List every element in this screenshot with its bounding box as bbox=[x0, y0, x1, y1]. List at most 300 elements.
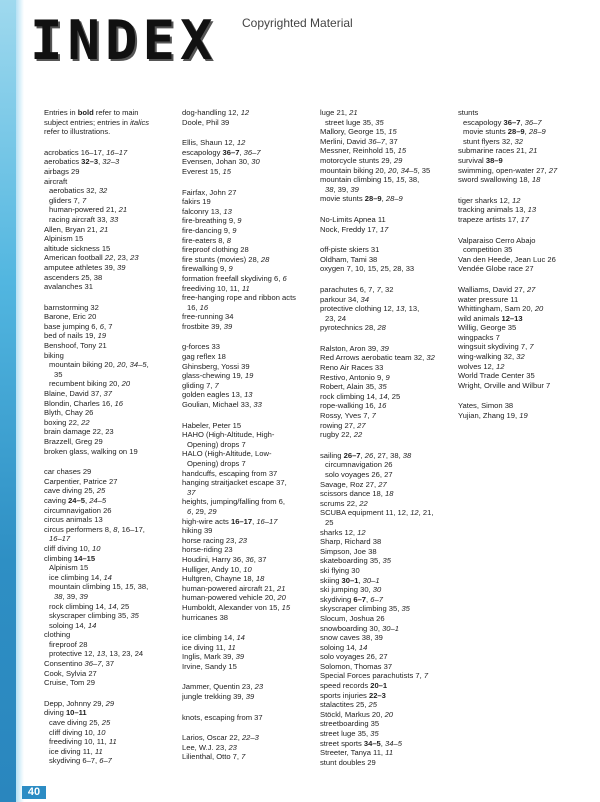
index-entry bbox=[320, 652, 460, 662]
entry-text: Messner, Reinhold 15, bbox=[320, 146, 398, 156]
entry-text: , bbox=[520, 117, 525, 127]
entry-text: , bbox=[381, 194, 386, 204]
entry-text: wingsuit skydiving 7, bbox=[458, 342, 530, 352]
index-entry bbox=[320, 411, 460, 421]
italic-page-ref: 30 bbox=[251, 157, 260, 167]
index-entry bbox=[320, 373, 460, 383]
entry-text: luge 21, bbox=[320, 108, 350, 117]
italic-page-ref: 16–17 bbox=[49, 534, 71, 544]
italic-page-ref: 7 bbox=[371, 411, 376, 421]
italic-page-ref: 9 bbox=[228, 264, 233, 274]
italic-page-ref: 22 bbox=[353, 430, 363, 440]
index-entry bbox=[458, 304, 598, 314]
index-subentry bbox=[44, 215, 184, 225]
entry-text: escapology bbox=[463, 117, 504, 127]
italic-page-ref: 8 bbox=[226, 235, 231, 245]
index-entry bbox=[44, 148, 184, 158]
entry-text: World Trade Center 35 bbox=[458, 371, 535, 381]
italic-page-ref: 20 bbox=[387, 165, 397, 175]
index-entry-continuation bbox=[182, 440, 322, 450]
entry-text: Sharp, Richard 38 bbox=[320, 537, 382, 547]
letter-group-gap bbox=[182, 702, 322, 713]
entry-text: stalactites 25, bbox=[320, 700, 369, 710]
entry-text: knots, escaping from 37 bbox=[182, 712, 263, 722]
entry-text: , bbox=[98, 157, 103, 167]
index-entry bbox=[44, 525, 184, 535]
italic-page-ref: 14 bbox=[87, 620, 97, 630]
index-subentry bbox=[44, 196, 184, 206]
entry-text: freediving 10, 11, bbox=[49, 737, 109, 747]
index-entry bbox=[182, 469, 322, 479]
bold-page-ref: 16–17 bbox=[230, 516, 253, 526]
italic-page-ref: 10 bbox=[91, 543, 101, 553]
italic-page-ref: 7 bbox=[423, 671, 429, 681]
italic-page-ref: 23 bbox=[228, 742, 237, 752]
italic-page-ref: 12 bbox=[512, 195, 521, 205]
entry-text: , 25 bbox=[116, 601, 130, 611]
italic-page-ref: 39 bbox=[380, 343, 389, 353]
entry-text: Van den Heede, Jean Luc 26 bbox=[458, 254, 556, 264]
entry-text: , 29, bbox=[191, 506, 209, 516]
index-entry bbox=[44, 467, 184, 477]
entry-text: amputee athletes 39, bbox=[44, 262, 118, 272]
italic-page-ref: 21 bbox=[349, 108, 358, 117]
index-subentry bbox=[44, 205, 184, 215]
index-entry bbox=[320, 729, 460, 739]
index-entry bbox=[182, 167, 322, 177]
entry-text: competition 35 bbox=[463, 245, 513, 255]
italic-page-ref: 10 bbox=[96, 727, 106, 737]
italic-page-ref: 20 bbox=[384, 709, 394, 719]
letter-group-gap bbox=[182, 177, 322, 188]
italic-page-ref: 35 bbox=[378, 382, 387, 392]
index-subentry bbox=[44, 582, 184, 592]
italic-page-ref: 11 bbox=[241, 283, 250, 293]
index-entry bbox=[44, 273, 184, 283]
entry-text: cliff diving 10, bbox=[49, 727, 97, 737]
entry-text: recumbent biking 20, bbox=[49, 379, 122, 389]
letter-group-gap bbox=[182, 331, 322, 342]
entry-text: wolves 12, bbox=[458, 361, 496, 371]
entry-text: Everest 15, bbox=[182, 166, 223, 176]
index-entry bbox=[458, 362, 598, 372]
index-entry bbox=[44, 427, 184, 437]
index-subentry bbox=[44, 747, 184, 757]
italic-page-ref: 39 bbox=[245, 692, 255, 702]
entry-text: protective clothing 12, bbox=[320, 304, 396, 314]
entry-text: altitude sickness 15 bbox=[44, 243, 111, 253]
index-entry bbox=[44, 331, 184, 341]
index-entry-continuation bbox=[320, 314, 460, 324]
entry-text: formation freefall skydiving 6, bbox=[182, 273, 283, 283]
index-entry bbox=[44, 496, 184, 506]
index-entry bbox=[320, 344, 460, 354]
entry-text: Humboldt, Alexander von 15, bbox=[182, 602, 282, 612]
entry-text: avalanches 31 bbox=[44, 282, 93, 292]
index-entry bbox=[44, 322, 184, 332]
italic-page-ref: 25 bbox=[101, 718, 111, 728]
entry-text: oxygen 7, 10, 15, 25, 28, 33 bbox=[320, 264, 415, 274]
italic-page-ref: 22–3 bbox=[241, 733, 259, 743]
entry-text: hiking 39 bbox=[182, 526, 213, 536]
italic-page-ref: 39 bbox=[235, 652, 245, 662]
entry-text: cave diving 25, bbox=[49, 718, 102, 728]
entry-text: boxing 22, bbox=[44, 417, 82, 427]
index-entry bbox=[44, 544, 184, 554]
entry-text: Yates, Simon 38 bbox=[458, 401, 514, 411]
entry-text: gliders 7, bbox=[49, 195, 82, 205]
index-entry bbox=[182, 613, 322, 623]
index-subentry bbox=[44, 186, 184, 196]
italic-page-ref: 35 bbox=[375, 117, 384, 127]
entry-text: , 39, bbox=[62, 591, 80, 601]
entry-text: parkour 34, bbox=[320, 294, 361, 304]
index-entry bbox=[458, 196, 598, 206]
index-entry bbox=[458, 333, 598, 343]
index-entry bbox=[44, 389, 184, 399]
index-subentry bbox=[44, 649, 184, 659]
index-entry bbox=[320, 175, 460, 185]
entry-text: freediving 10, 11, bbox=[182, 283, 242, 293]
entry-text: circus performers 8, bbox=[44, 524, 114, 534]
italic-page-ref: 25 bbox=[368, 700, 377, 710]
entry-text: Stöckl, Markus 20, bbox=[320, 709, 385, 719]
entry-text: HAHO (High-Altitude, High- bbox=[182, 430, 275, 440]
italic-page-ref: 28 bbox=[260, 254, 270, 264]
entry-text: Evensen, Johan 30, bbox=[182, 157, 252, 167]
index-entry bbox=[182, 264, 322, 274]
italic-page-ref: 9 bbox=[237, 216, 242, 226]
italic-page-ref: 12 bbox=[236, 138, 246, 148]
index-subentry bbox=[320, 470, 460, 480]
entry-text: Brazzell, Greg 29 bbox=[44, 437, 103, 446]
index-entry bbox=[320, 508, 460, 518]
index-entry bbox=[182, 692, 322, 702]
entry-text: glass-chewing 19, bbox=[182, 371, 245, 381]
entry-text: Ellis, Shaun 12, bbox=[182, 138, 237, 148]
entry-text: stunts bbox=[458, 108, 479, 117]
entry-text: circus animals 13 bbox=[44, 515, 103, 525]
index-entry bbox=[44, 253, 184, 263]
bold-page-ref: 20–1 bbox=[370, 681, 388, 691]
index-entry bbox=[320, 146, 460, 156]
italic-page-ref: 39 bbox=[79, 591, 88, 601]
italic-page-ref: 37 bbox=[187, 487, 196, 497]
index-column-3 bbox=[320, 108, 460, 767]
index-entry bbox=[320, 700, 460, 710]
index-entry bbox=[458, 381, 598, 391]
entry-text: human-powered 21, bbox=[49, 205, 119, 215]
entry-text: , 38, bbox=[404, 175, 420, 185]
index-entry bbox=[458, 255, 598, 265]
index-entry bbox=[44, 225, 184, 235]
entry-text: Streeter, Tanya 11, bbox=[320, 748, 386, 758]
index-entry bbox=[320, 643, 460, 653]
entry-text: Whittingham, Sam 20, bbox=[458, 304, 535, 314]
entry-text: rope-walking 16, bbox=[320, 401, 378, 411]
italic-page-ref: 15 bbox=[222, 166, 231, 176]
index-entry bbox=[182, 430, 322, 440]
index-entry bbox=[182, 400, 322, 410]
italic-page-ref: 32 bbox=[98, 186, 108, 196]
index-entry bbox=[182, 371, 322, 381]
italic-page-ref: 32 bbox=[516, 352, 525, 362]
index-entry bbox=[320, 245, 460, 255]
entry-text: survival bbox=[458, 155, 486, 165]
italic-page-ref: 20 bbox=[534, 304, 544, 314]
entry-text: diving bbox=[44, 708, 66, 718]
entry-text: Solomon, Thomas 37 bbox=[320, 661, 393, 671]
index-entry bbox=[182, 207, 322, 217]
italic-page-ref: 26 bbox=[364, 450, 374, 460]
entry-text: Yujian, Zhang 19, bbox=[458, 411, 520, 421]
entry-text: sword swallowing 18, bbox=[458, 175, 532, 185]
entry-text: movie stunts bbox=[463, 127, 508, 137]
italic-page-ref: 12 bbox=[240, 108, 250, 117]
entry-text: solo voyages 26, 27 bbox=[320, 652, 388, 662]
italic-page-ref: italics bbox=[130, 117, 150, 127]
index-entry bbox=[182, 603, 322, 613]
entry-text: aircraft bbox=[44, 176, 68, 186]
entry-text: tracking animals 13, bbox=[458, 205, 528, 215]
index-subentry bbox=[44, 602, 184, 612]
index-entry-continuation bbox=[44, 370, 184, 380]
bold-page-ref: 6–7 bbox=[353, 594, 367, 604]
index-entry bbox=[44, 554, 184, 564]
index-entry bbox=[320, 681, 460, 691]
index-entry bbox=[458, 175, 598, 185]
index-column-2 bbox=[182, 108, 322, 762]
index-entry bbox=[320, 662, 460, 672]
entry-text: Willig, George 35 bbox=[458, 323, 517, 333]
entry-text: rock climbing 14, bbox=[49, 601, 109, 611]
index-entry bbox=[320, 382, 460, 392]
entry-text: submarine races 21, bbox=[458, 146, 529, 156]
index-entry bbox=[44, 708, 184, 718]
letter-group-gap bbox=[320, 274, 460, 285]
index-entry bbox=[458, 205, 598, 215]
entry-text: circumnavigation 26 bbox=[325, 460, 393, 470]
italic-page-ref: 36–7 bbox=[368, 136, 386, 146]
italic-page-ref: 20 bbox=[116, 360, 126, 370]
index-entry bbox=[44, 437, 184, 447]
entry-text: Allen, Bryan 21, bbox=[44, 224, 100, 234]
index-subentry bbox=[458, 118, 598, 128]
entry-text: ski jumping 30, bbox=[320, 585, 373, 595]
letter-group-gap bbox=[458, 274, 598, 285]
index-entry bbox=[182, 342, 322, 352]
index-subentry bbox=[44, 611, 184, 621]
index-subentry bbox=[44, 379, 184, 389]
index-entry bbox=[182, 157, 322, 167]
index-entry-continuation bbox=[44, 534, 184, 544]
index-entry bbox=[458, 401, 598, 411]
index-entry bbox=[320, 595, 460, 605]
entry-text: Robert, Alain 35, bbox=[320, 382, 379, 392]
entry-text: cave diving 25, bbox=[44, 486, 97, 496]
entry-text: Inglis, Mark 39, bbox=[182, 652, 236, 662]
italic-page-ref: 23 bbox=[254, 682, 264, 692]
index-subentry bbox=[44, 640, 184, 650]
entry-text: Hultgren, Chayne 18, bbox=[182, 574, 256, 584]
italic-page-ref: 37 bbox=[103, 389, 112, 399]
italic-page-ref: 36–7 bbox=[524, 117, 542, 127]
italic-page-ref: 30–1 bbox=[382, 623, 399, 633]
index-entry bbox=[182, 108, 322, 118]
entry-text: No-Limits Apnea 11 bbox=[320, 214, 386, 224]
bold-page-ref: 36–7 bbox=[222, 147, 240, 157]
index-entry bbox=[320, 614, 460, 624]
letter-group-gap bbox=[44, 688, 184, 699]
entry-text: street sports bbox=[320, 738, 364, 748]
index-entry-continuation bbox=[44, 592, 184, 602]
index-entry bbox=[182, 362, 322, 372]
index-entry bbox=[458, 236, 598, 246]
index-entry bbox=[458, 323, 598, 333]
entry-text: protective 12, bbox=[49, 649, 97, 659]
italic-page-ref: 9 bbox=[385, 372, 390, 382]
index-subentry bbox=[44, 563, 184, 573]
entry-text: snow caves 38, 39 bbox=[320, 633, 383, 643]
entry-text: dog-handling 12, bbox=[182, 108, 241, 117]
italic-page-ref: 36 bbox=[245, 554, 254, 564]
bold-page-ref: 36–7 bbox=[503, 117, 521, 127]
index-entry bbox=[182, 245, 322, 255]
italic-page-ref: 7 bbox=[529, 342, 534, 352]
intro-line bbox=[44, 118, 184, 128]
entry-text: , 16–17, bbox=[117, 524, 145, 534]
entry-text: golden eagles 13, bbox=[182, 390, 245, 400]
entry-text: g-forces 33 bbox=[182, 342, 220, 352]
index-entry bbox=[44, 678, 184, 688]
entry-text: Ralston, Aron 39, bbox=[320, 343, 381, 353]
italic-page-ref: 35 bbox=[130, 611, 139, 621]
entry-text: Barone, Eric 20 bbox=[44, 312, 97, 322]
entry-text: Depp, Johnny 29, bbox=[44, 698, 106, 708]
entry-text: circumnavigation 26 bbox=[44, 505, 112, 515]
index-entry bbox=[320, 547, 460, 557]
entry-text: Carpentier, Patrice 27 bbox=[44, 476, 118, 486]
index-entry bbox=[182, 752, 322, 762]
italic-page-ref: 28–9 bbox=[385, 194, 403, 204]
italic-page-ref: 13 bbox=[395, 304, 405, 314]
index-entry bbox=[182, 633, 322, 643]
entry-text: off-piste skiers 31 bbox=[320, 245, 380, 255]
entry-text: acrobatics 16–17, bbox=[44, 147, 107, 157]
entry-text: cliff diving 10, bbox=[44, 543, 92, 553]
entry-text: fire-breathing 9, bbox=[182, 216, 238, 226]
entry-text: gliding 7, bbox=[182, 380, 215, 390]
italic-page-ref: 11 bbox=[94, 746, 103, 756]
italic-page-ref: 17 bbox=[379, 224, 389, 234]
italic-page-ref: 38 bbox=[325, 184, 334, 194]
index-entry bbox=[320, 739, 460, 749]
entry-text: Valparaiso Cerro Abajo bbox=[458, 235, 536, 245]
entry-text: Savage, Roz 27, bbox=[320, 479, 379, 489]
italic-page-ref: 13 bbox=[527, 205, 537, 215]
italic-page-ref: 13 bbox=[244, 390, 253, 400]
index-entry bbox=[320, 304, 460, 314]
italic-page-ref: 25 bbox=[96, 486, 106, 496]
index-subentry bbox=[458, 137, 598, 147]
bold-page-ref: 34–5 bbox=[363, 738, 381, 748]
index-entry bbox=[320, 576, 460, 586]
letter-group-gap bbox=[458, 185, 598, 196]
entry-text: HALO (High-Altitude, Low- bbox=[182, 449, 272, 459]
bold-page-ref: 38–9 bbox=[485, 155, 503, 165]
entry-text: mountain climbing 15, bbox=[49, 582, 125, 592]
index-entry bbox=[44, 506, 184, 516]
entry-text: biking bbox=[44, 350, 64, 360]
entry-text: caving bbox=[44, 495, 69, 505]
letter-group-gap bbox=[182, 410, 322, 421]
entry-text: scrums 22, bbox=[320, 498, 360, 508]
index-entry bbox=[182, 526, 322, 536]
index-entry bbox=[44, 177, 184, 187]
entry-text: Mallory, George 15, bbox=[320, 127, 389, 137]
entry-text: , 37 bbox=[253, 554, 267, 564]
letter-group-gap bbox=[320, 234, 460, 245]
index-column-1 bbox=[44, 108, 184, 766]
entry-text: Ghinsberg, Yossi 39 bbox=[182, 361, 250, 371]
entry-text: 16, bbox=[187, 302, 200, 312]
italic-page-ref: 36–7 bbox=[243, 147, 261, 157]
entry-text: , 27, 38, bbox=[373, 450, 403, 460]
italic-page-ref: 34–5 bbox=[400, 165, 418, 175]
index-entry bbox=[320, 537, 460, 547]
entry-text: base jumping 6, bbox=[44, 321, 100, 331]
index-entry bbox=[182, 517, 322, 527]
entry-text: Reno Air Races 33 bbox=[320, 363, 384, 373]
index-entry bbox=[320, 137, 460, 147]
entry-text: frostbite 39, bbox=[182, 321, 224, 331]
entry-text: , bbox=[252, 516, 257, 526]
italic-page-ref: 27 bbox=[548, 165, 558, 175]
entry-text: , 37 bbox=[385, 136, 398, 146]
italic-page-ref: 28 bbox=[377, 323, 386, 333]
italic-page-ref: 11 bbox=[108, 737, 117, 747]
index-entry bbox=[458, 295, 598, 305]
index-entry bbox=[320, 215, 460, 225]
index-entry bbox=[320, 392, 460, 402]
entry-text: mountain biking 20, bbox=[320, 165, 388, 175]
letter-group-gap bbox=[458, 225, 598, 236]
index-columns bbox=[0, 108, 600, 788]
entry-text: heights, jumping/falling from 6, bbox=[182, 497, 285, 507]
index-entry bbox=[44, 234, 184, 244]
entry-text: motorcycle stunts 29, bbox=[320, 155, 394, 165]
entry-text: brain damage 22, 23 bbox=[44, 427, 114, 437]
entry-text: Alpinism 15 bbox=[44, 234, 84, 244]
italic-page-ref: 19 bbox=[97, 331, 107, 341]
entry-text: Vendée Globe race 27 bbox=[458, 264, 534, 274]
entry-text: , bbox=[524, 127, 529, 137]
italic-page-ref: 15 bbox=[281, 602, 291, 612]
index-entry-continuation bbox=[320, 518, 460, 528]
italic-page-ref: 23 bbox=[130, 253, 139, 263]
entry-text: gag reflex 18 bbox=[182, 352, 226, 362]
entry-text: rowing 27, bbox=[320, 420, 358, 430]
index-entry bbox=[458, 264, 598, 274]
index-entry bbox=[182, 138, 322, 148]
index-subentry bbox=[44, 728, 184, 738]
entry-text: skydiving 6–7, bbox=[49, 756, 100, 766]
italic-page-ref: 19 bbox=[244, 371, 254, 381]
index-entry bbox=[458, 156, 598, 166]
italic-page-ref: 34–5 bbox=[129, 360, 147, 370]
italic-page-ref: 17 bbox=[520, 214, 529, 224]
entry-text: refer to illustrations. bbox=[44, 127, 111, 137]
